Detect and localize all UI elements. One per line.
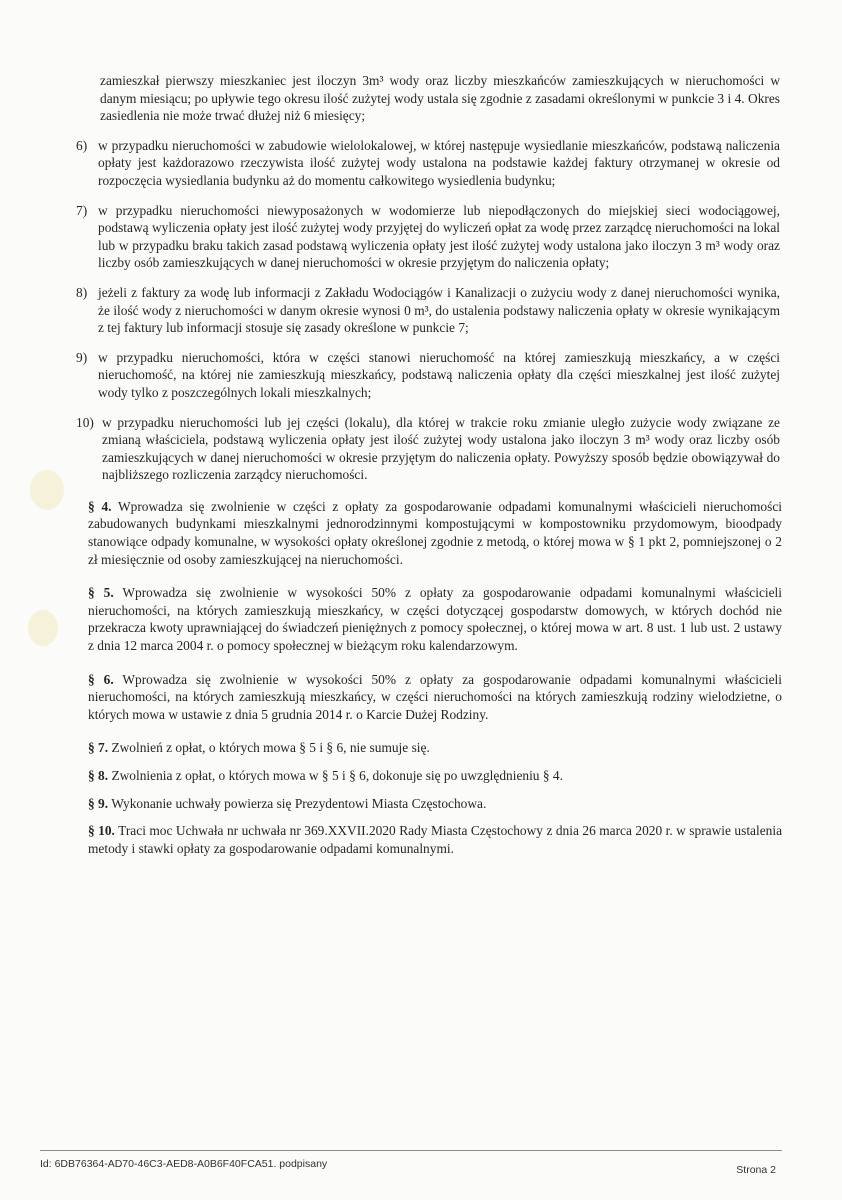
list-item-number: 8): [76, 284, 88, 300]
list-item-text: w przypadku nieruchomości lub jej części (lokalu), dla której w trakcie roku zmianie uległo zużycie wody związane ze zmianą właściciela, podstawą wyliczenia opłaty jest ilość zużytej wody ustalona jako iloczyn 3 m³ wody oraz liczby osób zamieszkujących w danej nieruchomości w okresie przyjętym do naliczenia opłaty. Powyższy sposób będzie obowiązywał do najbliższego rozliczenia zarządcy nieruchomości.: [102, 414, 780, 483]
list-item: [76, 202, 780, 272]
paragraph-text: Wprowadza się zwolnienie w części z opłaty za gospodarowanie odpadami komunalnymi właścicieli nieruchomości zabudowanych budynkami mieszkalnymi jednorodzinnymi kompostującymi w kompostowniku przydomowym, bioodpady stanowiące odpady komunalne, w wysokości opłaty określonej zgodnie z metodą, o której mowa w § 1 pkt 2, pomniejszonej o 2 zł miesięcznie od osoby zamieszkującej na nieruchomości.: [88, 498, 783, 567]
paragraph-mark: § 4.: [88, 498, 112, 514]
paragraph-mark: § 5.: [88, 585, 114, 601]
document-body: [0, 72, 842, 873]
list-item: [76, 349, 780, 402]
list-item: [76, 414, 780, 484]
paragraph-5: [88, 584, 782, 654]
list-item-text: w przypadku nieruchomości, która w części stanowi nieruchomość na której zamieszkują mieszkańcy, a w części nieruchomość, na której nie zamieszkują mieszkańcy, podstawą naliczenia opłaty dla części mieszkalnej jest ilość zużytej wody tylko z poszczególnych lokali mieszkalnych;: [98, 349, 780, 400]
list-item-text: w przypadku nieruchomości w zabudowie wielolokalowej, w której następuje wysiedlanie mieszkańców, podstawą naliczenia opłaty jest każdorazowo rzeczywista ilość zużytej wody ustalona na podstawie każdej faktury otrzymanej w okresie od rozpoczęcia wysiedlania budynku aż do momentu całkowitego wysiedlenia budynku;: [98, 137, 780, 188]
paragraph-text: Zwolnienia z opłat, o których mowa w § 5 i § 6, dokonuje się po uwzględnieniu § 4.: [111, 768, 563, 783]
paragraph-text: Wprowadza się zwolnienie w wysokości 50% z opłaty za gospodarowanie odpadami komunalnymi właścicieli nieruchomości, na których zamieszkują mieszkańcy, w części dotyczącej gospodarstw domowych, w których dochód nie przekracza kwoty uprawniającej do świadczeń pieniężnych z pomocy społecznej, o której mowa w art. 8 ust. 1 lub ust. 2 ustawy z dnia 12 marca 2004 r. o pomocy społecznej w bieżącym roku kalendarzowym.: [88, 585, 782, 654]
list-item-number: 7): [76, 202, 88, 218]
list-item-number: 10): [76, 414, 94, 430]
paragraph-4: [88, 498, 782, 568]
list-item: [76, 284, 780, 337]
list-item-number: 6): [76, 137, 88, 153]
page-number: Strona 2: [736, 1164, 776, 1176]
paragraph-text: Zwolnień z opłat, o których mowa § 5 i § 6, nie sumuje się.: [111, 740, 430, 756]
paragraph-8: [88, 767, 782, 785]
paragraph-mark: § 9.: [88, 795, 109, 811]
paragraph-6: [88, 671, 782, 724]
paragraph-9: [88, 795, 782, 813]
document-id: Id: 6DB76364-AD70-46C3-AED8-A0B6F40FCA51. podpisany: [40, 1158, 328, 1170]
list-item: [76, 137, 780, 190]
paragraph-text: Wprowadza się zwolnienie w wysokości 50% z opłaty za gospodarowanie odpadami komunalnymi właścicieli nieruchomości, na których zamieszkują mieszkańcy, w części nieruchomości na których zamieszkują rodziny wielodzietne, o których mowa w ustawie z dnia 5 grudnia 2014 r. o Karcie Dużej Rodziny.: [88, 671, 782, 722]
list-item-text: w przypadku nieruchomości niewyposażonych w wodomierze lub niepodłączonych do miejskiej sieci wodociągowej, podstawą wyliczenia opłaty jest ilość zużytej wody przyjętej do wyliczeń opłat za wodę przez zarządcę nieruchomości na lokal lub w przypadku braku takich zasad podstawą wyliczenia opłaty jest ilość zużytej wody ustalona jako iloczyn 3 m³ wody oraz liczby osób zamieszkujących w danej nieruchomości w okresie przyjętym do naliczenia opłaty;: [98, 202, 780, 271]
paragraph-mark: § 6.: [88, 671, 114, 687]
paragraph-mark: § 10.: [88, 823, 115, 839]
paragraph-mark: § 7.: [88, 740, 109, 756]
paragraph-7: [88, 739, 782, 757]
paragraph-text: Wykonanie uchwały powierza się Prezydentowi Miasta Częstochowa.: [111, 795, 487, 811]
paragraph-text: Traci moc Uchwała nr uchwała nr 369.XXVII.2020 Rady Miasta Częstochowy z dnia 26 marca 2020 r. w sprawie ustalenia metody i stawki opłaty za gospodarowanie odpadami komunalnymi.: [88, 823, 783, 856]
list-item-number: 9): [76, 349, 88, 365]
paragraph-mark: § 8.: [88, 768, 109, 783]
continuation-text: zamieszkał pierwszy mieszkaniec jest iloczyn 3m³ wody oraz liczby mieszkańców zamieszkujących w nieruchomości w danym miesiącu; po upływie tego okresu ilość zużytej wody ustala się zgodnie z zasadami określonymi w punkcie 3 i 4. Okres zasiedlenia nie może trwać dłużej niż 6 miesięcy;: [100, 73, 780, 124]
footer-divider: [40, 1150, 782, 1151]
list-item-text: jeżeli z faktury za wodę lub informacji z Zakładu Wodociągów i Kanalizacji o zużyciu wody z danej nieruchomości wynika, że ilość wody z nieruchomości w danym okresie wynosi 0 m³, do ustalenia podstawy naliczenia opłaty w okresie wynikającym z tej faktury lub informacji stosuje się zasady określone w punkcie 7;: [98, 284, 780, 336]
paragraph-10: [88, 822, 782, 857]
